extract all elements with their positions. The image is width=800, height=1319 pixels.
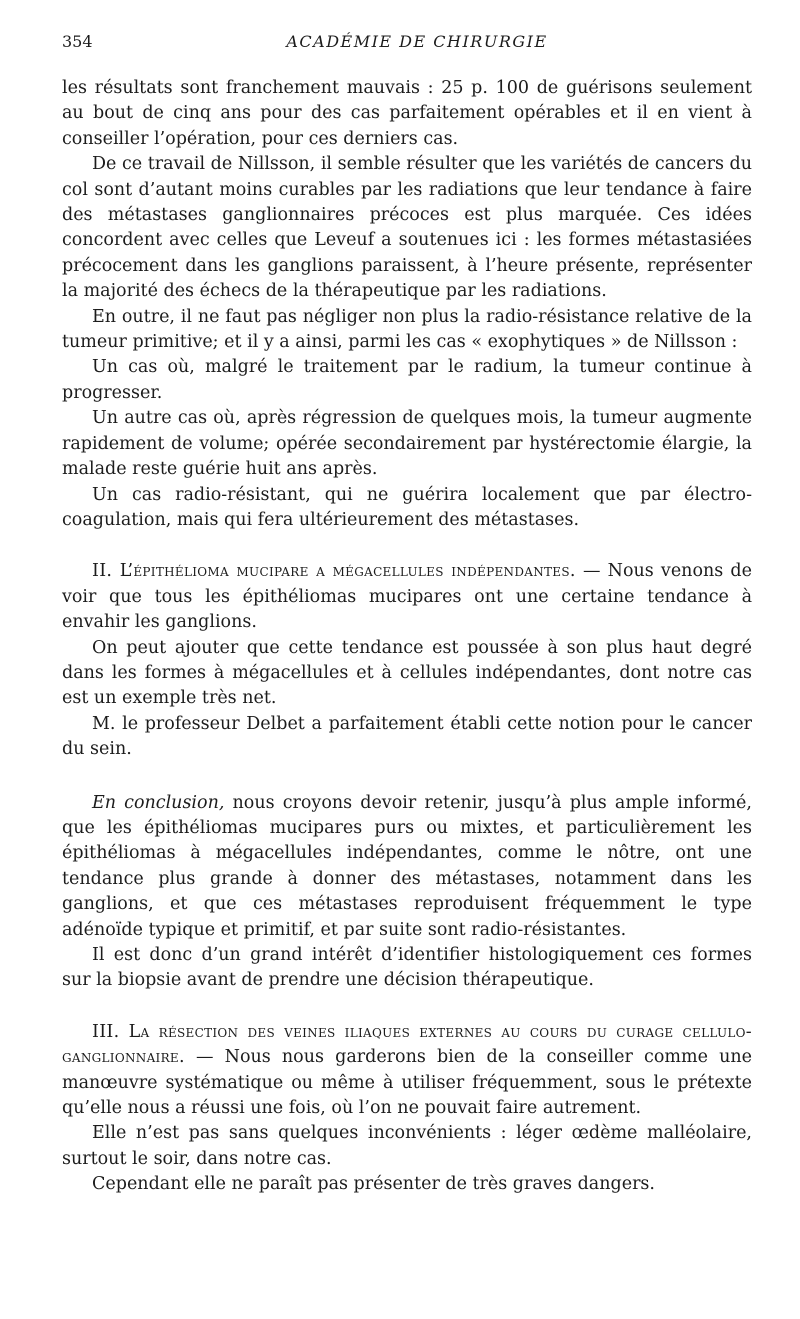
paragraph-case-one: Un cas où, malgré le traitement par le radium, la tumeur continue à progresser. bbox=[62, 357, 752, 403]
conclusion-lead: En conclusion, bbox=[92, 792, 225, 813]
section-two-paragraph bbox=[62, 559, 752, 635]
paragraph-continuation: les résultats sont franchement mauvais : 25 p. 100 de guérisons seulement au bout de cinq ans pour des cas parfaitement opérables et il en vient à conseiller l’opération, pour ces derniers cas. bbox=[62, 78, 752, 149]
section-spacer bbox=[62, 763, 752, 791]
running-title: ACADÉMIE DE CHIRURGIE bbox=[286, 32, 548, 51]
section-two-heading: II. L’épithélioma mucipare a mégacellules indépendantes. bbox=[92, 561, 576, 582]
paragraph-case-three: Un cas radio-résistant, qui ne guérira localement que par électro-coagulation, mais qui fera ultérieurement des métastases. bbox=[62, 484, 752, 530]
section-three-text: — Nous nous garderons bien de la conseiller comme une manœuvre systématique ou même à utiliser fréquemment, sous le prétexte qu’elle nous a réussi une fois, où l’on ne pouvait faire autrement. bbox=[62, 1047, 752, 1119]
section-spacer bbox=[62, 994, 752, 1020]
paragraph-inconvenients: Elle n’est pas sans quelques inconvénients : léger œdème malléolaire, surtout le soir, dans notre cas. bbox=[62, 1123, 752, 1169]
paragraph-radio-resistance: En outre, il ne faut pas négliger non plus la radio-résistance relative de la tumeur primitive; et il y a ainsi, parmi les cas « exophytiques » de Nillsson : bbox=[62, 306, 752, 353]
conclusion-paragraph bbox=[62, 791, 752, 943]
section-two-text: — Nous venons de voir que tous les épithéliomas mucipares ont une certaine tendance à envahir les ganglions. bbox=[62, 561, 752, 633]
paragraph-megacellules: On peut ajouter que cette tendance est poussée à son plus haut degré dans les formes à mégacellules et à cellules indépendantes, dont notre cas est un exemple très net. bbox=[62, 637, 752, 709]
page-body bbox=[62, 76, 752, 1198]
conclusion-text: nous croyons devoir retenir, jusqu’à plus ample informé, que les épithéliomas mucipares purs ou mixtes, et particulièrement les épithéliomas à mégacellules indépendantes, comme le nôtre, ont une tendance plus grande à donner des métastases, notamment dans les ganglions, et que ces métastases reproduisent fréquemment le type adénoïde typique et primitif, et par suite sont radio-résistantes. bbox=[62, 792, 752, 940]
paragraph-case-two: Un autre cas où, après régression de quelques mois, la tumeur augmente rapidement de volume; opérée secondairement par hystérectomie élargie, la malade reste guérie huit ans après. bbox=[62, 408, 752, 480]
paragraph-delbet: M. le professeur Delbet a parfaitement établi cette notion pour le cancer du sein. bbox=[62, 713, 752, 760]
page-header bbox=[62, 32, 752, 54]
paragraph-dangers: Cependant elle ne paraît pas présenter de très graves dangers. bbox=[92, 1174, 655, 1195]
section-three-heading: III. La résection des veines iliaques externes au cours du curage cellulo-ganglionnaire. bbox=[62, 1021, 752, 1068]
paragraph-biopsy: Il est donc d’un grand intérêt d’identifier histologiquement ces formes sur la biopsie avant de prendre une décision thérapeutique. bbox=[62, 945, 752, 991]
section-spacer bbox=[62, 533, 752, 559]
paragraph-nillsson-work: De ce travail de Nillsson, il semble résulter que les variétés de cancers du col sont d’autant moins curables par les radiations que leur tendance à faire des métastases ganglionnaires précoces est plus marquée. Ces idées concordent avec celles que Leveuf a soutenues ici : les formes métastasiées précocement dans les ganglions paraissent, à l’heure présente, représenter la majorité des échecs de la thérapeutique par les radiations. bbox=[62, 154, 752, 302]
section-three-paragraph bbox=[62, 1020, 752, 1122]
page-number: 354 bbox=[62, 32, 93, 51]
